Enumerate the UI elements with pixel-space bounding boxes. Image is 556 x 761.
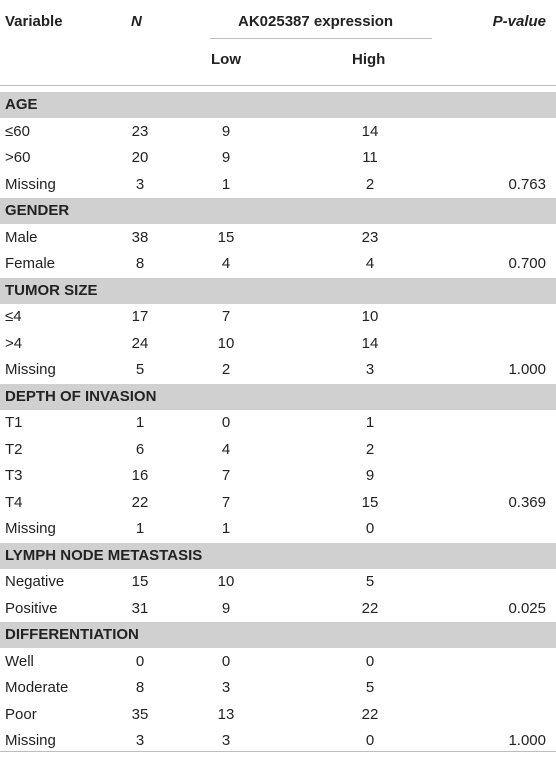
- table-row: [0, 410, 556, 436]
- table-row: [0, 304, 556, 330]
- table-row: [0, 702, 556, 728]
- cell-high: 0: [365, 520, 375, 537]
- cell-n: 24: [131, 334, 149, 352]
- cell-low: 2: [221, 361, 231, 378]
- section-title: DIFFERENTIATION: [5, 626, 139, 643]
- cell-pvalue: 0.369: [508, 493, 546, 511]
- section-title: GENDER: [5, 202, 70, 219]
- table-row: [0, 172, 556, 198]
- cell-variable: Negative: [5, 573, 65, 590]
- cell-n: 22: [131, 493, 149, 511]
- cell-high: 0: [365, 652, 375, 670]
- cell-n: 16: [131, 467, 149, 484]
- header-low: Low: [211, 51, 241, 68]
- table-row: [0, 675, 556, 701]
- cell-n: 38: [131, 228, 149, 246]
- cell-low: 10: [217, 334, 235, 352]
- section-title: LYMPH NODE METASTASIS: [5, 546, 203, 564]
- table-bottom-rule: [0, 751, 556, 752]
- cell-low: 15: [217, 228, 235, 246]
- cell-variable: Missing: [5, 175, 56, 193]
- cell-variable: T4: [5, 493, 23, 511]
- cell-variable: T1: [5, 414, 23, 431]
- cell-variable: ≤60: [5, 122, 30, 140]
- table-row: [0, 331, 556, 357]
- cell-high: 3: [365, 361, 375, 378]
- cell-variable: Female: [5, 255, 56, 272]
- cell-variable: Missing: [5, 732, 56, 749]
- cell-low: 4: [221, 255, 231, 272]
- cell-high: 15: [361, 493, 379, 511]
- cell-low: 1: [221, 520, 231, 537]
- table-row: [0, 463, 556, 489]
- section-title: TUMOR SIZE: [5, 281, 98, 299]
- cell-high: 4: [365, 255, 375, 272]
- cell-variable: Moderate: [5, 679, 69, 696]
- cell-n: 1: [135, 520, 145, 537]
- header-pvalue-p: P-value: [492, 13, 546, 30]
- cell-variable: T3: [5, 467, 23, 484]
- cell-variable: T2: [5, 440, 23, 458]
- table-row: [0, 569, 556, 595]
- cell-low: 9: [221, 599, 231, 617]
- cell-n: 1: [135, 414, 145, 431]
- cell-high: 2: [365, 175, 375, 193]
- table-row: [0, 596, 556, 622]
- cell-high: 0: [365, 732, 375, 749]
- cell-variable: Well: [5, 652, 34, 670]
- cell-n: 31: [131, 599, 149, 617]
- cell-n: 8: [135, 679, 145, 696]
- cell-pvalue: 0.700: [508, 255, 546, 272]
- cell-low: 9: [221, 149, 231, 166]
- cell-low: 1: [221, 175, 231, 193]
- cell-high: 5: [365, 573, 375, 590]
- cell-n: 6: [135, 440, 145, 458]
- cell-variable: Missing: [5, 520, 56, 537]
- section-header: [0, 198, 556, 224]
- cell-low: 0: [221, 652, 231, 670]
- section-header: [0, 622, 556, 648]
- section-header: [0, 543, 556, 569]
- cell-high: 10: [361, 308, 379, 325]
- header-subrule: [210, 38, 432, 39]
- cell-variable: Positive: [5, 599, 58, 617]
- cell-low: 7: [221, 467, 231, 484]
- cell-high: 23: [361, 228, 379, 246]
- cell-low: 3: [221, 732, 231, 749]
- table-row: [0, 490, 556, 516]
- table-row: [0, 251, 556, 277]
- cell-n: 17: [131, 308, 149, 325]
- cell-high: 9: [365, 467, 375, 484]
- section-header: [0, 384, 556, 410]
- cell-pvalue: 0.025: [508, 599, 546, 617]
- cell-variable: ≤4: [5, 308, 22, 325]
- section-title: AGE: [5, 96, 38, 113]
- cell-high: 22: [361, 705, 379, 723]
- cell-n: 35: [131, 705, 149, 723]
- table-row: [0, 225, 556, 251]
- cell-n: 20: [131, 149, 149, 166]
- cell-low: 10: [217, 573, 235, 590]
- cell-variable: Missing: [5, 361, 56, 378]
- cell-variable: Male: [5, 228, 38, 246]
- cell-n: 15: [131, 573, 149, 590]
- cell-high: 22: [361, 599, 379, 617]
- cell-low: 3: [221, 679, 231, 696]
- cell-pvalue: 0.763: [508, 175, 546, 193]
- table-row: [0, 145, 556, 171]
- cell-n: 8: [135, 255, 145, 272]
- cell-pvalue: 1.000: [508, 732, 546, 749]
- cell-high: 14: [361, 122, 379, 140]
- section-header: [0, 278, 556, 304]
- cell-n: 5: [135, 361, 145, 378]
- cell-low: 4: [221, 440, 231, 458]
- cell-n: 23: [131, 122, 149, 140]
- cell-variable: >4: [5, 334, 23, 352]
- cell-variable: >60: [5, 149, 31, 166]
- header-n: N: [131, 13, 142, 30]
- header-high: High: [352, 51, 386, 68]
- cell-n: 3: [135, 175, 145, 193]
- cell-high: 14: [361, 334, 379, 352]
- table-row: [0, 119, 556, 145]
- section-header: [0, 92, 556, 118]
- cell-high: 2: [365, 440, 375, 458]
- cell-low: 0: [221, 414, 231, 431]
- header-pvalue: [493, 13, 546, 30]
- cell-low: 7: [221, 493, 231, 511]
- cell-low: 7: [221, 308, 231, 325]
- table-row: [0, 516, 556, 542]
- cell-low: 9: [221, 122, 231, 140]
- table-row: [0, 357, 556, 383]
- cell-variable: Poor: [5, 705, 37, 723]
- header-bottom-rule: [0, 85, 556, 86]
- section-title: DEPTH OF INVASION: [5, 387, 157, 405]
- cell-high: 5: [365, 679, 375, 696]
- cell-high: 11: [362, 149, 378, 166]
- header-expression: AK025387 expression: [238, 13, 394, 30]
- cell-n: 3: [135, 732, 145, 749]
- cell-low: 13: [217, 705, 235, 723]
- cell-n: 0: [135, 652, 145, 670]
- table-row: [0, 649, 556, 675]
- table-row: [0, 437, 556, 463]
- cell-pvalue: 1.000: [508, 361, 546, 378]
- header-variable: Variable: [5, 13, 63, 30]
- cell-high: 1: [365, 414, 375, 431]
